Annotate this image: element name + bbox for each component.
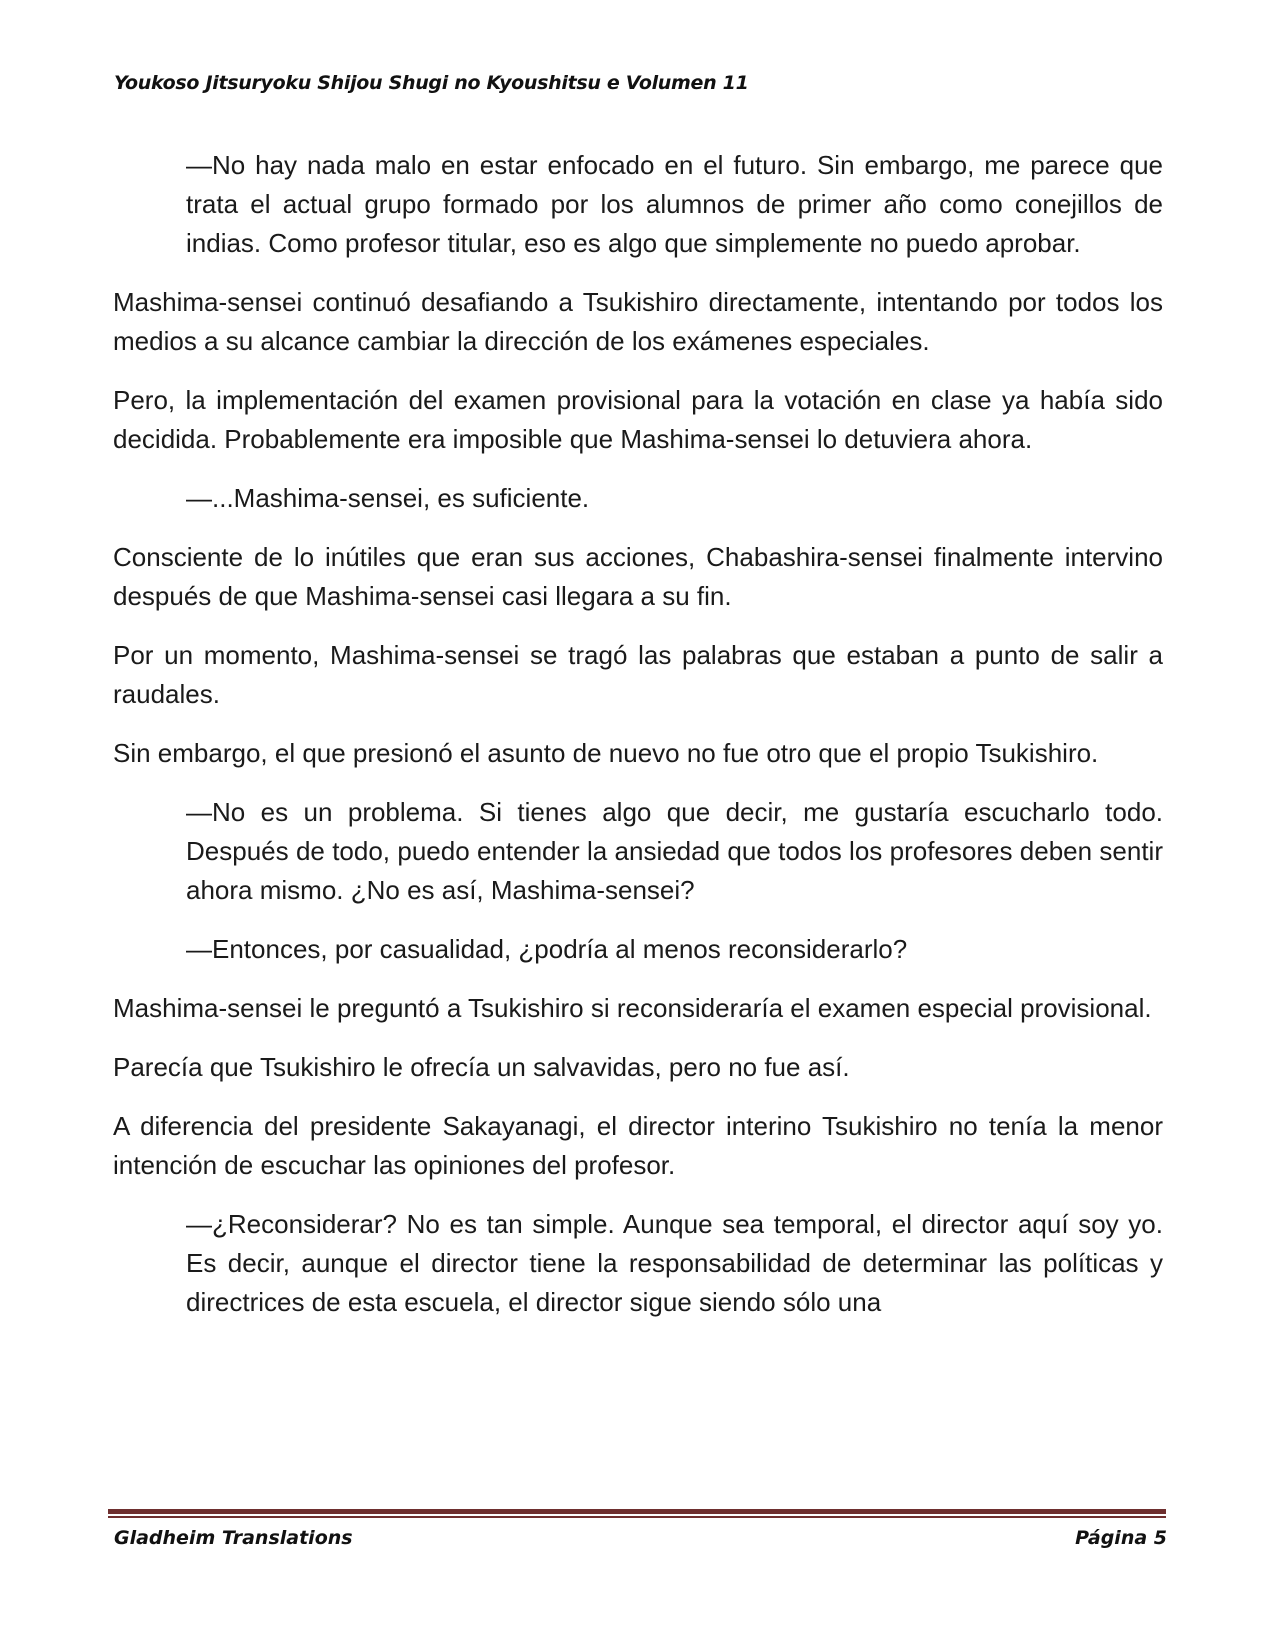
page-number: Página 5 xyxy=(1075,1527,1167,1549)
narrative-paragraph: Parecía que Tsukishiro le ofrecía un salvavidas, pero no fue así. xyxy=(113,1052,850,1082)
dialogue-paragraph: —No es un problema. Si tienes algo que decir, me gustaría escucharlo todo. Después de todo, puedo entender la ansiedad que todos los profesores deben sentir ahora mismo. ¿No es así, Mashima-sensei? xyxy=(186,797,1163,905)
page-body xyxy=(113,146,1163,1342)
dialogue-paragraph: —Entonces, por casualidad, ¿podría al menos reconsiderarlo? xyxy=(186,934,908,964)
footer-divider xyxy=(108,1509,1166,1518)
footer-divider-thin xyxy=(108,1516,1166,1518)
footer-credit: Gladheim Translations xyxy=(114,1527,353,1549)
narrative-paragraph: Pero, la implementación del examen provisional para la votación en clase ya había sido decidida. Probablemente era imposible que Mashima-sensei lo detuviera ahora. xyxy=(113,385,1163,454)
narrative-paragraph: A diferencia del presidente Sakayanagi, el director interino Tsukishiro no tenía la menor intención de escuchar las opiniones del profesor. xyxy=(113,1111,1163,1180)
narrative-paragraph: Consciente de lo inútiles que eran sus acciones, Chabashira-sensei finalmente intervino después de que Mashima-sensei casi llegara a su fin. xyxy=(113,542,1163,611)
narrative-paragraph: Sin embargo, el que presionó el asunto de nuevo no fue otro que el propio Tsukishiro. xyxy=(113,738,1099,768)
running-header: Youkoso Jitsuryoku Shijou Shugi no Kyoushitsu e Volumen 11 xyxy=(114,72,749,94)
dialogue-paragraph: —¿Reconsiderar? No es tan simple. Aunque sea temporal, el director aquí soy yo. Es decir, aunque el director tiene la responsabilidad de determinar las políticas y directrices de esta escuela, el director sigue siendo sólo una xyxy=(186,1209,1163,1317)
dialogue-paragraph: —No hay nada malo en estar enfocado en el futuro. Sin embargo, me parece que trata el actual grupo formado por los alumnos de primer año como conejillos de indias. Como profesor titular, eso es algo que simplemente no puedo aprobar. xyxy=(186,150,1163,258)
narrative-paragraph: Por un momento, Mashima-sensei se tragó las palabras que estaban a punto de salir a raudales. xyxy=(113,640,1163,709)
narrative-paragraph: Mashima-sensei le preguntó a Tsukishiro si reconsideraría el examen especial provisional. xyxy=(113,993,1152,1023)
dialogue-paragraph: —...Mashima-sensei, es suficiente. xyxy=(186,483,590,513)
narrative-paragraph: Mashima-sensei continuó desafiando a Tsukishiro directamente, intentando por todos los medios a su alcance cambiar la dirección de los exámenes especiales. xyxy=(113,287,1163,356)
